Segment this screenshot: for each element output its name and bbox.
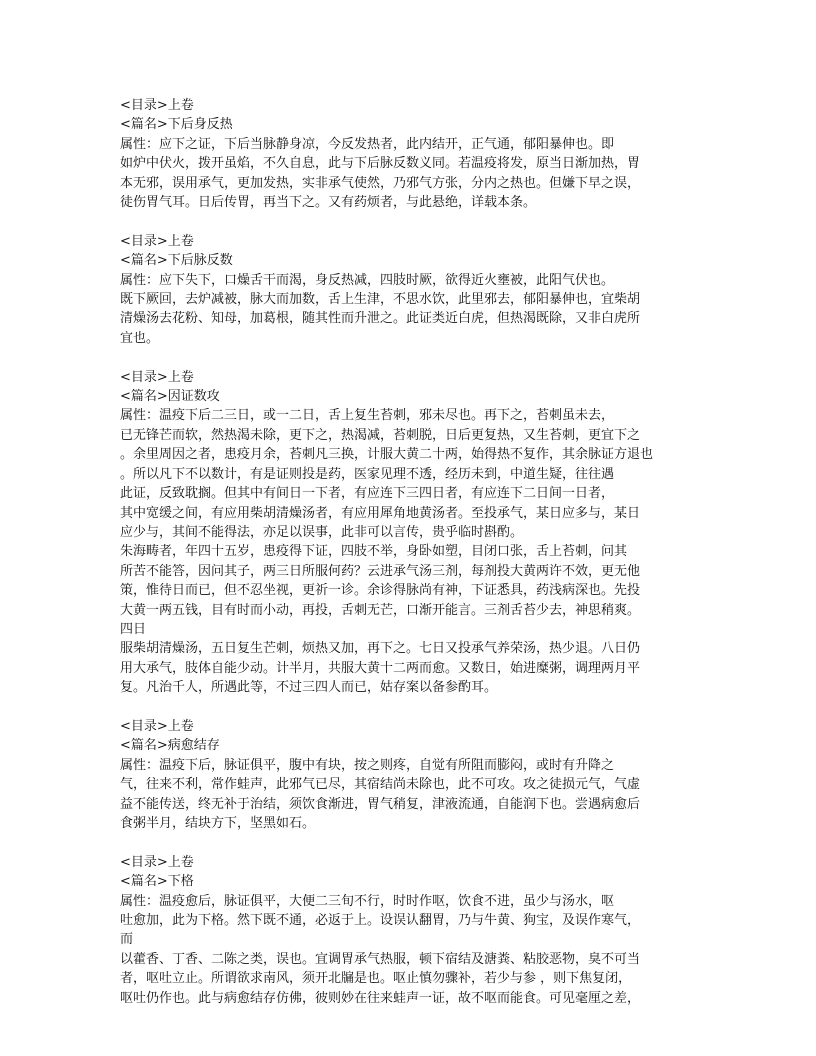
text-line: 。余里周因之者，患疫月余，苔刺凡三换，计服大黄二十两，始得热不复作，其余脉证方退也: [120, 447, 654, 463]
catalog-label: <目录>上卷: [120, 718, 194, 734]
text-line: 服柴胡清燥汤，五日复生芒刺，烦热又加，再下之。七日又投承气养荣汤，热少退。八日仍: [120, 641, 641, 657]
text-line: 而: [120, 932, 134, 948]
catalog-label: <目录>上卷: [120, 233, 194, 249]
catalog-label: <目录>上卷: [120, 854, 194, 870]
entry-section: [120, 853, 710, 1008]
chapter-title: <篇名>下后身反热: [120, 117, 233, 133]
text-line: 属性：温疫下后，脉证俱平，腹中有块，按之则疼，自觉有所阻而膨闷，或时有升降之: [120, 757, 615, 773]
text-line: 既下厥回，去炉减被，脉大而加数，舌上生津，不思水饮，此里邪去，郁阳暴伸也，宜柴胡: [120, 292, 641, 308]
text-line: 食粥半月，结块方下，坚黑如石。: [120, 815, 316, 831]
catalog-label: <目录>上卷: [120, 369, 194, 385]
text-line: 复。凡治千人，所遇此等，不过三四人而已，姑存案以备参酌耳。: [120, 680, 498, 696]
text-line: 所苦不能答，因问其子，两三日所服何药？云进承气汤三剂，每剂投大黄两许不效，更无他: [120, 563, 641, 579]
text-line: 策，惟待日而已，但不忍坐视，更祈一诊。余诊得脉尚有神，下证悉具，药浅病深也。先投: [120, 583, 641, 599]
text-line: 属性：应下失下，口燥舌干而渴，身反热减，四肢时厥，欲得近火壅被，此阳气伏也。: [120, 272, 615, 288]
text-line: 本无邪，误用承气，更加发热，实非承气使然，乃邪气方张，分内之热也。但嫌下早之误，: [120, 175, 641, 191]
document-page: [120, 96, 710, 1027]
text-line: 用大承气，肢体自能少动。计半月，共服大黄十二两而愈。又数日，始进糜粥，调理两月平: [120, 660, 641, 676]
text-line: 已无锋芒而软，然热渴未除，更下之，热渴减，苔刺脱，日后更复热，又生苔刺，更宜下之: [120, 427, 641, 443]
chapter-title: <篇名>下格: [120, 874, 194, 890]
text-line: 气，往来不利，常作蛙声，此邪气已尽，其宿结尚未除也，此不可攻。攻之徒损元气，气虚: [120, 777, 641, 793]
chapter-title: <篇名>病愈结存: [120, 738, 220, 754]
text-line: 此证，反致耽搁。但其中有间日一下者，有应连下三四日者，有应连下二日间一日者，: [120, 486, 615, 502]
entry-section: [120, 717, 710, 833]
text-line: 者，呕吐立止。所谓欲求南风，须开北牖是也。呕止慎勿骤补，若少与参 ，则下焦复闭，: [120, 971, 632, 987]
text-line: 其中宽缓之间，有应用柴胡清燥汤者，有应用犀角地黄汤者。至投承气，某日应多与，某日: [120, 505, 641, 521]
text-line: 宜也。: [120, 330, 160, 346]
text-line: 吐愈加，此为下格。然下既不通，必返于上。设误认翻胃，乃与牛黄、狗宝，及误作寒气，: [120, 913, 641, 928]
entry-section: [120, 96, 710, 212]
text-line: 应少与，其间不能得法，亦足以误事，此非可以言传，贵乎临时斟酌。: [120, 524, 524, 540]
entry-section: [120, 232, 710, 348]
text-line: 徒伤胃气耳。日后传胃，再当下之。又有药烦者，与此悬绝，详载本条。: [120, 195, 537, 211]
text-line: 朱海畴者，年四十五岁，患疫得下证，四肢不举，身卧如塑，目闭口张，舌上苔刺，问其: [120, 544, 628, 560]
text-line: 属性：温疫愈后，脉证俱平，大便二三旬不行，时时作呕，饮食不进，虽少与汤水，呕: [120, 893, 615, 909]
text-line: 属性：应下之证，下后当脉静身凉，今反发热者，此内结开，正气通，郁阳暴伸也。即: [120, 136, 615, 152]
text-line: 以藿香、丁香、二陈之类，误也。宜调胃承气热服，顿下宿结及溏粪、粘胶恶物，臭不可当: [120, 951, 641, 967]
text-line: 属性：温疫下后二三日，或一二日，舌上复生苔刺，邪未尽也。再下之，苔刺虽未去，: [120, 408, 615, 424]
text-line: 如炉中伏火，拨开虽焰，不久自息，此与下后脉反数义同。若温疫将发，原当日渐加热，胃: [120, 156, 641, 172]
text-line: 清燥汤去花粉、知母，加葛根，随其性而升泄之。此证类近白虎，但热渴既除，又非白虎所: [120, 311, 641, 327]
text-line: 。所以凡下不以数计，有是证则投是药，医家见理不透，经历未到，中道生疑，往往遇: [120, 466, 615, 482]
chapter-title: <篇名>下后脉反数: [120, 253, 233, 269]
chapter-title: <篇名>因证数攻: [120, 389, 220, 405]
catalog-label: <目录>上卷: [120, 98, 194, 113]
text-line: 大黄一两五钱，目有时而小动，再投，舌刺无芒，口渐开能言。三剂舌苔少去，神思稍爽。: [120, 602, 641, 618]
text-line: 呕吐仍作也。此与病愈结存仿佛，彼则妙在往来蛙声一证，故不呕而能食。可见毫厘之差，: [120, 990, 641, 1006]
entry-section: [120, 368, 710, 698]
text-line: 四日: [120, 621, 147, 637]
text-line: 益不能传送，终无补于治结，须饮食渐进，胃气稍复，津液流通，自能润下也。尝遇病愈后: [120, 796, 641, 812]
